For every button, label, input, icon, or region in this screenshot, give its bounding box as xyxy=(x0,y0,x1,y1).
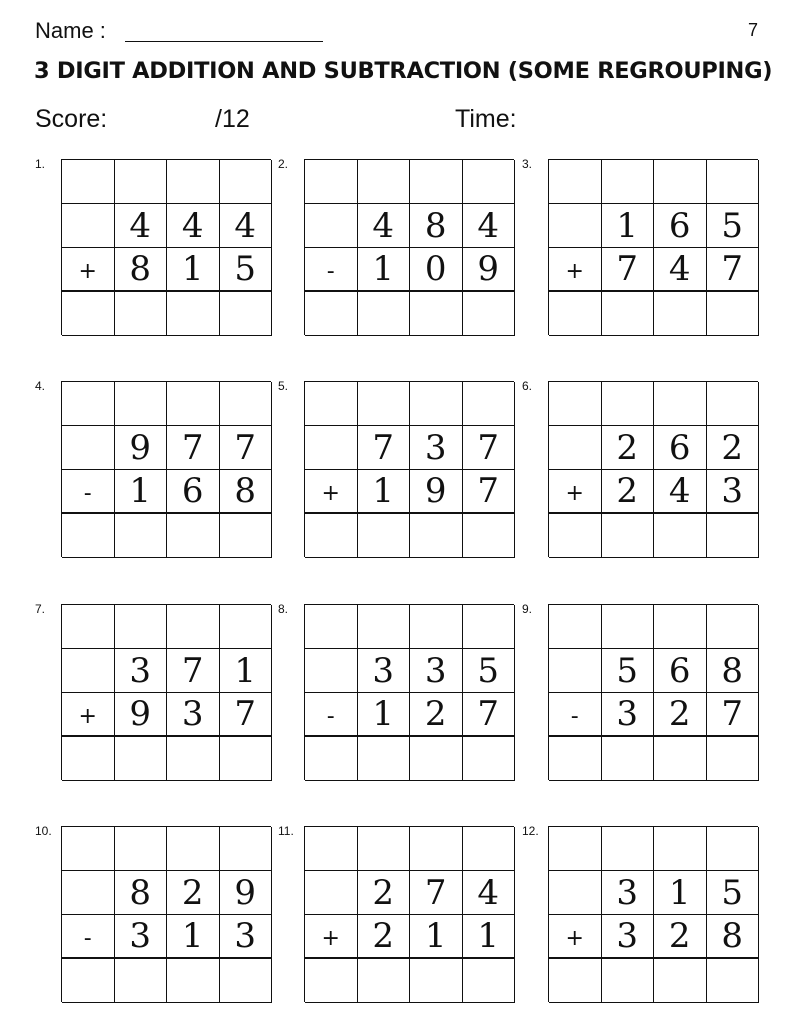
problem-number: 8. xyxy=(278,602,289,616)
carry-cell[interactable] xyxy=(654,605,707,649)
operator-sign: + xyxy=(62,693,115,737)
bottom-digit: 1 xyxy=(358,470,411,514)
answer-cell[interactable] xyxy=(707,737,760,781)
bottom-digit: 7 xyxy=(707,693,760,737)
carry-cell[interactable] xyxy=(707,160,760,204)
time-label: Time: xyxy=(455,105,517,133)
carry-cell[interactable] xyxy=(549,160,602,204)
worksheet-title: 3 DIGIT ADDITION AND SUBTRACTION (SOME REGROUPING) xyxy=(34,58,773,84)
top-digit: 4 xyxy=(463,871,516,915)
answer-cell[interactable] xyxy=(707,959,760,1003)
bottom-digit: 9 xyxy=(115,693,168,737)
answer-cell[interactable] xyxy=(358,514,411,558)
bottom-digit: 3 xyxy=(602,693,655,737)
answer-cell[interactable] xyxy=(602,514,655,558)
problem-5 xyxy=(278,379,536,559)
problem-grid xyxy=(304,159,514,335)
answer-cell[interactable] xyxy=(358,959,411,1003)
carry-cell[interactable] xyxy=(115,827,168,871)
top-digit: 5 xyxy=(602,649,655,693)
carry-cell[interactable] xyxy=(410,605,463,649)
carry-cell[interactable] xyxy=(602,605,655,649)
score-total: /12 xyxy=(215,105,250,133)
bottom-digit: 7 xyxy=(707,248,760,292)
bottom-digit: 1 xyxy=(410,915,463,959)
carry-cell[interactable] xyxy=(410,827,463,871)
problem-grid xyxy=(548,159,758,335)
carry-cell[interactable] xyxy=(602,382,655,426)
bottom-digit: 1 xyxy=(463,915,516,959)
problem-number: 11. xyxy=(278,824,294,838)
bottom-digit: 2 xyxy=(410,693,463,737)
carry-cell[interactable] xyxy=(358,160,411,204)
operator-sign: + xyxy=(549,915,602,959)
top-digit: 4 xyxy=(358,204,411,248)
problem-1 xyxy=(35,157,293,337)
answer-cell[interactable] xyxy=(305,959,358,1003)
blank-cell xyxy=(305,871,358,915)
top-digit: 7 xyxy=(410,871,463,915)
operator-sign: - xyxy=(62,470,115,514)
carry-cell[interactable] xyxy=(62,160,115,204)
bottom-digit: 8 xyxy=(220,470,273,514)
bottom-digit: 4 xyxy=(654,248,707,292)
top-digit: 7 xyxy=(358,426,411,470)
blank-cell xyxy=(305,204,358,248)
top-digit: 8 xyxy=(410,204,463,248)
bottom-digit: 8 xyxy=(115,248,168,292)
top-digit: 9 xyxy=(220,871,273,915)
top-digit: 7 xyxy=(167,649,220,693)
carry-cell[interactable] xyxy=(463,160,516,204)
answer-cell[interactable] xyxy=(358,292,411,336)
bottom-digit: 1 xyxy=(115,470,168,514)
top-digit: 4 xyxy=(220,204,273,248)
answer-cell[interactable] xyxy=(62,292,115,336)
problem-number: 1. xyxy=(35,157,46,171)
answer-cell[interactable] xyxy=(410,514,463,558)
problem-4 xyxy=(35,379,293,559)
blank-cell xyxy=(549,426,602,470)
bottom-digit: 4 xyxy=(654,470,707,514)
blank-cell xyxy=(549,871,602,915)
operator-sign: + xyxy=(549,248,602,292)
answer-cell[interactable] xyxy=(549,514,602,558)
operator-sign: - xyxy=(305,248,358,292)
carry-cell[interactable] xyxy=(707,382,760,426)
top-digit: 2 xyxy=(602,426,655,470)
answer-cell[interactable] xyxy=(410,737,463,781)
carry-cell[interactable] xyxy=(220,605,273,649)
blank-cell xyxy=(62,204,115,248)
problem-number: 5. xyxy=(278,379,289,393)
top-digit: 7 xyxy=(220,426,273,470)
top-digit: 6 xyxy=(654,426,707,470)
answer-cell[interactable] xyxy=(115,737,168,781)
top-digit: 3 xyxy=(410,649,463,693)
bottom-digit: 1 xyxy=(167,248,220,292)
answer-cell[interactable] xyxy=(410,292,463,336)
carry-cell[interactable] xyxy=(654,827,707,871)
problem-number: 10. xyxy=(35,824,52,838)
carry-cell[interactable] xyxy=(549,827,602,871)
bottom-digit: 2 xyxy=(654,915,707,959)
blank-cell xyxy=(549,204,602,248)
carry-cell[interactable] xyxy=(602,160,655,204)
problem-grid xyxy=(61,381,271,557)
answer-cell[interactable] xyxy=(549,737,602,781)
bottom-digit: 9 xyxy=(410,470,463,514)
answer-cell[interactable] xyxy=(115,959,168,1003)
carry-cell[interactable] xyxy=(220,160,273,204)
problem-9 xyxy=(522,602,780,782)
answer-cell[interactable] xyxy=(305,292,358,336)
carry-cell[interactable] xyxy=(463,382,516,426)
answer-cell[interactable] xyxy=(463,292,516,336)
carry-cell[interactable] xyxy=(358,382,411,426)
problem-grid xyxy=(304,826,514,1002)
top-digit: 5 xyxy=(707,871,760,915)
answer-cell[interactable] xyxy=(463,514,516,558)
bottom-digit: 7 xyxy=(463,693,516,737)
problem-number: 7. xyxy=(35,602,46,616)
top-digit: 6 xyxy=(654,649,707,693)
problem-7 xyxy=(35,602,293,782)
carry-cell[interactable] xyxy=(707,827,760,871)
bottom-digit: 1 xyxy=(167,915,220,959)
carry-cell[interactable] xyxy=(220,382,273,426)
problem-10 xyxy=(35,824,293,1004)
bottom-digit: 3 xyxy=(115,915,168,959)
carry-cell[interactable] xyxy=(410,382,463,426)
answer-cell[interactable] xyxy=(305,514,358,558)
answer-cell[interactable] xyxy=(654,292,707,336)
problem-grid xyxy=(304,381,514,557)
carry-cell[interactable] xyxy=(305,605,358,649)
carry-cell[interactable] xyxy=(305,827,358,871)
top-digit: 8 xyxy=(707,649,760,693)
top-digit: 2 xyxy=(358,871,411,915)
carry-cell[interactable] xyxy=(167,605,220,649)
answer-cell[interactable] xyxy=(115,292,168,336)
answer-cell[interactable] xyxy=(220,959,273,1003)
name-field[interactable] xyxy=(125,41,323,42)
answer-cell[interactable] xyxy=(549,959,602,1003)
problem-grid xyxy=(304,604,514,780)
problem-grid xyxy=(61,159,271,335)
answer-cell[interactable] xyxy=(602,959,655,1003)
carry-cell[interactable] xyxy=(62,382,115,426)
carry-cell[interactable] xyxy=(62,827,115,871)
answer-cell[interactable] xyxy=(305,737,358,781)
carry-cell[interactable] xyxy=(305,382,358,426)
top-digit: 3 xyxy=(115,649,168,693)
answer-cell[interactable] xyxy=(463,737,516,781)
bottom-digit: 3 xyxy=(220,915,273,959)
bottom-digit: 2 xyxy=(358,915,411,959)
answer-cell[interactable] xyxy=(654,959,707,1003)
blank-cell xyxy=(549,649,602,693)
problem-number: 6. xyxy=(522,379,533,393)
blank-cell xyxy=(305,649,358,693)
bottom-digit: 1 xyxy=(358,693,411,737)
operator-sign: + xyxy=(549,470,602,514)
bottom-digit: 5 xyxy=(220,248,273,292)
bottom-digit: 2 xyxy=(654,693,707,737)
bottom-digit: 3 xyxy=(602,915,655,959)
carry-cell[interactable] xyxy=(549,605,602,649)
problem-number: 2. xyxy=(278,157,289,171)
problem-12 xyxy=(522,824,780,1004)
answer-cell[interactable] xyxy=(167,292,220,336)
answer-cell[interactable] xyxy=(707,292,760,336)
top-digit: 2 xyxy=(707,426,760,470)
carry-cell[interactable] xyxy=(463,605,516,649)
problem-8 xyxy=(278,602,536,782)
carry-cell[interactable] xyxy=(654,160,707,204)
top-digit: 3 xyxy=(358,649,411,693)
answer-cell[interactable] xyxy=(62,959,115,1003)
top-digit: 2 xyxy=(167,871,220,915)
operator-sign: + xyxy=(305,470,358,514)
carry-cell[interactable] xyxy=(167,160,220,204)
bottom-digit: 9 xyxy=(463,248,516,292)
carry-cell[interactable] xyxy=(707,605,760,649)
operator-sign: - xyxy=(305,693,358,737)
answer-cell[interactable] xyxy=(707,514,760,558)
carry-cell[interactable] xyxy=(115,382,168,426)
carry-cell[interactable] xyxy=(410,160,463,204)
problem-grid xyxy=(548,604,758,780)
answer-cell[interactable] xyxy=(115,514,168,558)
problem-number: 12. xyxy=(522,824,539,838)
bottom-digit: 6 xyxy=(167,470,220,514)
carry-cell[interactable] xyxy=(358,827,411,871)
carry-cell[interactable] xyxy=(549,382,602,426)
top-digit: 3 xyxy=(602,871,655,915)
problem-grid xyxy=(61,604,271,780)
carry-cell[interactable] xyxy=(463,827,516,871)
answer-cell[interactable] xyxy=(410,959,463,1003)
bottom-digit: 7 xyxy=(602,248,655,292)
problem-grid xyxy=(61,826,271,1002)
answer-cell[interactable] xyxy=(602,292,655,336)
operator-sign: - xyxy=(549,693,602,737)
answer-cell[interactable] xyxy=(167,959,220,1003)
problem-grid xyxy=(548,381,758,557)
carry-cell[interactable] xyxy=(358,605,411,649)
bottom-digit: 3 xyxy=(167,693,220,737)
operator-sign: + xyxy=(62,248,115,292)
answer-cell[interactable] xyxy=(654,737,707,781)
top-digit: 8 xyxy=(115,871,168,915)
answer-cell[interactable] xyxy=(549,292,602,336)
answer-cell[interactable] xyxy=(167,514,220,558)
top-digit: 1 xyxy=(602,204,655,248)
answer-cell[interactable] xyxy=(220,737,273,781)
top-digit: 1 xyxy=(654,871,707,915)
carry-cell[interactable] xyxy=(115,160,168,204)
top-digit: 4 xyxy=(167,204,220,248)
answer-cell[interactable] xyxy=(463,959,516,1003)
bottom-digit: 1 xyxy=(358,248,411,292)
answer-cell[interactable] xyxy=(220,292,273,336)
bottom-digit: 3 xyxy=(707,470,760,514)
top-digit: 4 xyxy=(115,204,168,248)
answer-cell[interactable] xyxy=(62,737,115,781)
top-digit: 6 xyxy=(654,204,707,248)
carry-cell[interactable] xyxy=(602,827,655,871)
carry-cell[interactable] xyxy=(220,827,273,871)
carry-cell[interactable] xyxy=(115,605,168,649)
problem-number: 4. xyxy=(35,379,46,393)
carry-cell[interactable] xyxy=(167,382,220,426)
top-digit: 7 xyxy=(167,426,220,470)
score-label: Score: xyxy=(35,105,108,133)
blank-cell xyxy=(62,426,115,470)
top-digit: 3 xyxy=(410,426,463,470)
problem-2 xyxy=(278,157,536,337)
blank-cell xyxy=(305,426,358,470)
bottom-digit: 2 xyxy=(602,470,655,514)
carry-cell[interactable] xyxy=(654,382,707,426)
top-digit: 9 xyxy=(115,426,168,470)
problem-11 xyxy=(278,824,536,1004)
answer-cell[interactable] xyxy=(602,737,655,781)
bottom-digit: 0 xyxy=(410,248,463,292)
top-digit: 5 xyxy=(707,204,760,248)
top-digit: 7 xyxy=(463,426,516,470)
problem-6 xyxy=(522,379,780,559)
carry-cell[interactable] xyxy=(167,827,220,871)
name-label: Name : xyxy=(35,18,106,43)
problem-grid xyxy=(548,826,758,1002)
page-number: 7 xyxy=(747,20,758,40)
top-digit: 4 xyxy=(463,204,516,248)
answer-cell[interactable] xyxy=(358,737,411,781)
problem-number: 9. xyxy=(522,602,533,616)
bottom-digit: 7 xyxy=(463,470,516,514)
carry-cell[interactable] xyxy=(62,605,115,649)
bottom-digit: 7 xyxy=(220,693,273,737)
answer-cell[interactable] xyxy=(167,737,220,781)
bottom-digit: 8 xyxy=(707,915,760,959)
problem-number: 3. xyxy=(522,157,533,171)
answer-cell[interactable] xyxy=(220,514,273,558)
answer-cell[interactable] xyxy=(654,514,707,558)
top-digit: 1 xyxy=(220,649,273,693)
top-digit: 5 xyxy=(463,649,516,693)
problem-3 xyxy=(522,157,780,337)
operator-sign: + xyxy=(305,915,358,959)
answer-cell[interactable] xyxy=(62,514,115,558)
blank-cell xyxy=(62,871,115,915)
operator-sign: - xyxy=(62,915,115,959)
carry-cell[interactable] xyxy=(305,160,358,204)
blank-cell xyxy=(62,649,115,693)
